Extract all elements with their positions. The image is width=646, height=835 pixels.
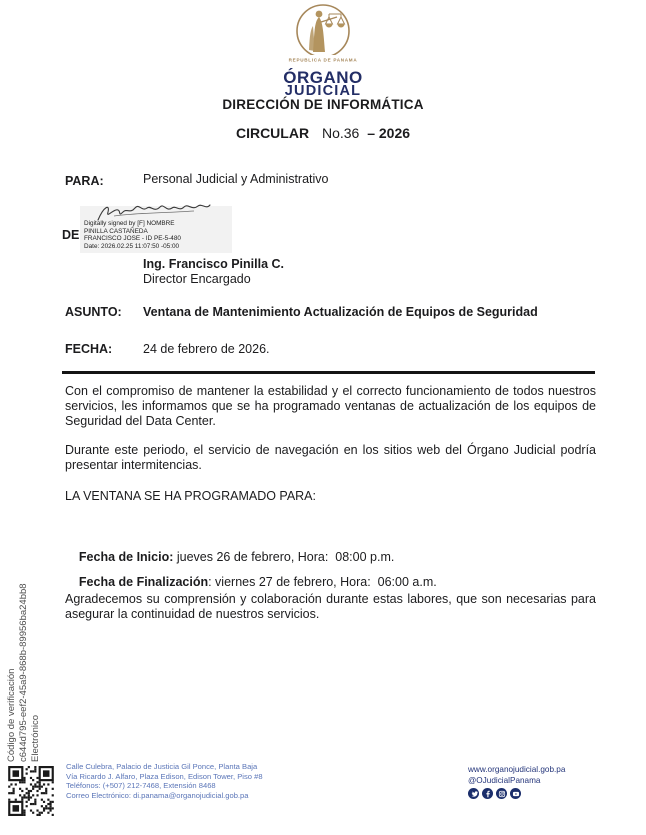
facebook-icon[interactable]	[482, 788, 493, 799]
end-date-label: Fecha de Finalización	[78, 574, 209, 589]
window-heading: LA VENTANA SE HA PROGRAMADO PARA:	[65, 489, 316, 503]
circular-number: No.36	[321, 125, 360, 141]
para-label: PARA:	[65, 174, 104, 188]
signature-line: Date: 2026.02.25 11:07:50 -05:00	[84, 242, 180, 250]
youtube-icon[interactable]	[510, 788, 521, 799]
start-date-value: jueves 26 de febrero, Hora: 08:00 p.m.	[173, 549, 395, 564]
handwritten-signature-icon	[94, 200, 214, 226]
end-date-value: : viernes 27 de febrero, Hora: 06:00 a.m.	[208, 574, 437, 589]
twitter-icon[interactable]	[468, 788, 479, 799]
footer-address-block	[66, 762, 263, 800]
start-date-label: Fecha de Inicio:	[78, 549, 174, 564]
verification-label: Código de verificación	[6, 668, 17, 762]
para-value: Personal Judicial y Administrativo	[143, 172, 329, 186]
qr-code	[8, 766, 54, 821]
signer-name: Ing. Francisco Pinilla C.	[143, 257, 285, 271]
de-label: DE	[62, 228, 80, 242]
footer-email-line[interactable]: Correo Electrónico: di.panama@organojudicial.gob.pa	[66, 790, 249, 800]
logo-organo-text: ÓRGANO	[283, 68, 363, 87]
signer-title: Director Encargado	[143, 272, 251, 286]
footer-website-link[interactable]: www.organojudicial.gob.pa	[468, 765, 566, 774]
verification-type: Electrónico	[30, 715, 42, 762]
signature-line: FRANCISCO JOSE - ID PE-5-480	[84, 235, 181, 243]
verification-code-block	[6, 560, 43, 762]
para-row	[65, 172, 104, 190]
footer-address-line: Calle Culebra, Palacio de Justicia Gil Ponce, Planta Baja	[66, 762, 258, 771]
department-title: DIRECCIÓN DE INFORMÁTICA	[222, 97, 424, 112]
fecha-value: 24 de febrero de 2026.	[143, 342, 270, 356]
header-divider	[62, 371, 595, 374]
digital-signature-stamp	[80, 206, 232, 253]
body-paragraph-2: Durante este periodo, el servicio de navegación en los sitios web del Órgano Judicial podría presentar intermitencias.	[65, 443, 596, 472]
social-icons-row	[468, 788, 565, 799]
footer-phone-line: Teléfonos: (+507) 212-7468, Extensión 8468	[66, 781, 216, 791]
organo-judicial-logo	[0, 4, 646, 98]
asunto-label: ASUNTO:	[65, 305, 122, 319]
footer-web-block	[468, 764, 565, 799]
lady-justice-emblem-icon	[263, 4, 383, 66]
circular-year: – 2026	[367, 125, 411, 141]
signature-line: Digitally signed by [F] NOMBRE	[84, 220, 175, 227]
closing-paragraph: Agradecemos su comprensión y colaboración durante estas labores, que son necesarias para asegurar la continuidad de nuestros servicios.	[65, 592, 596, 621]
footer-social-handle: @OJudicialPanama	[468, 776, 541, 785]
logo-judicial-text: JUDICIAL	[284, 83, 362, 99]
instagram-icon[interactable]	[496, 788, 507, 799]
circular-number-line	[0, 125, 646, 141]
circular-label: CIRCULAR	[235, 125, 310, 141]
signature-line: PINILLA CASTAÑEDA	[84, 227, 148, 235]
fecha-label: FECHA:	[65, 342, 113, 356]
footer-address-line: Vía Ricardo J. Alfaro, Plaza Edison, Edison Tower, Piso #8	[66, 771, 263, 781]
body-paragraph-1: Con el compromiso de mantener la estabilidad y el correcto funcionamiento de todos nuestros servicios, les informamos que se ha programado ventanas de actualización de los equipos de Seguridad del Data Center.	[65, 384, 596, 428]
asunto-value: Ventana de Mantenimiento Actualización de Equipos de Seguridad	[143, 305, 538, 319]
verification-code: c644d795-eef2-45a9-868b-89956ba24bb8	[18, 583, 30, 762]
logo-band-text: REPUBLICA DE PANAMA	[288, 57, 358, 63]
